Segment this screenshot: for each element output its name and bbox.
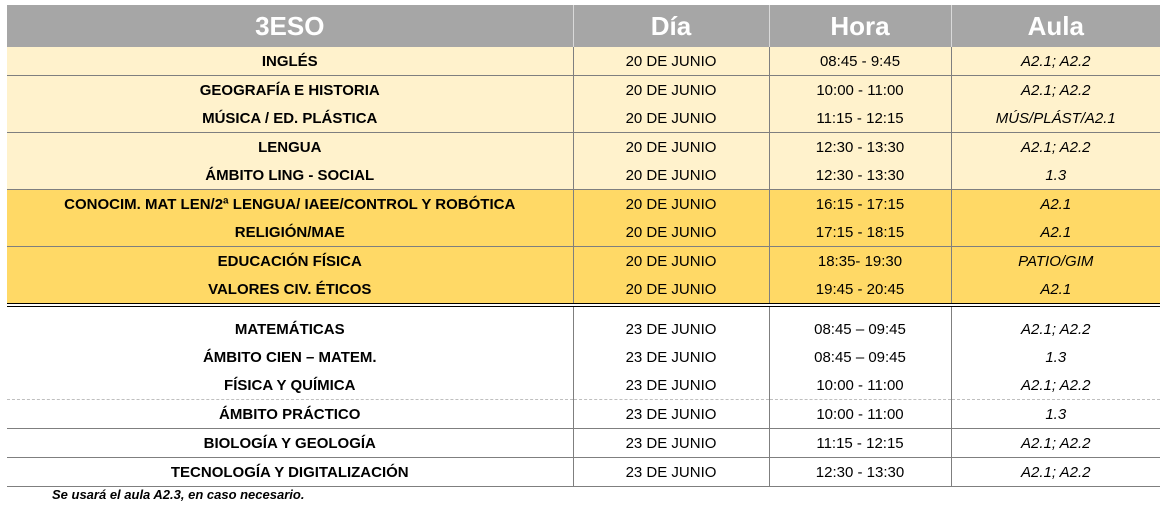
room-cell: A2.1; A2.2: [951, 429, 1160, 458]
subject-cell: MÚSICA / ED. PLÁSTICA: [7, 104, 573, 133]
day-cell: 20 DE JUNIO: [573, 133, 769, 162]
subject-cell: RELIGIÓN/MAE: [7, 218, 573, 247]
header-row: [7, 5, 1160, 47]
subject-cell: TECNOLOGÍA Y DIGITALIZACIÓN: [7, 458, 573, 487]
time-cell: 19:45 - 20:45: [769, 275, 951, 305]
header-room: Aula: [951, 5, 1160, 47]
table-row: [7, 76, 1160, 105]
room-cell: A2.1; A2.2: [951, 458, 1160, 487]
subject-cell: ÁMBITO LING - SOCIAL: [7, 161, 573, 190]
separator-cell: [7, 305, 573, 315]
time-cell: 08:45 – 09:45: [769, 315, 951, 343]
time-cell: 08:45 – 09:45: [769, 343, 951, 371]
day-cell: 20 DE JUNIO: [573, 161, 769, 190]
day-cell: 20 DE JUNIO: [573, 247, 769, 276]
room-cell: A2.1; A2.2: [951, 315, 1160, 343]
day-cell: 23 DE JUNIO: [573, 458, 769, 487]
table-row: [7, 371, 1160, 400]
day-cell: 20 DE JUNIO: [573, 275, 769, 305]
time-cell: 16:15 - 17:15: [769, 190, 951, 219]
room-cell: A2.1; A2.2: [951, 76, 1160, 105]
table-row: [7, 343, 1160, 371]
time-cell: 08:45 - 9:45: [769, 47, 951, 76]
table-row: [7, 104, 1160, 133]
table-row: [7, 218, 1160, 247]
subject-cell: FÍSICA Y QUÍMICA: [7, 371, 573, 400]
time-cell: 12:30 - 13:30: [769, 458, 951, 487]
day-separator-row: [7, 305, 1160, 315]
subject-cell: ÁMBITO PRÁCTICO: [7, 400, 573, 429]
time-cell: 11:15 - 12:15: [769, 104, 951, 133]
footnote: Se usará el aula A2.3, en caso necesario.: [52, 487, 305, 502]
time-cell: 12:30 - 13:30: [769, 161, 951, 190]
time-cell: 18:35- 19:30: [769, 247, 951, 276]
subject-cell: MATEMÁTICAS: [7, 315, 573, 343]
day-cell: 20 DE JUNIO: [573, 190, 769, 219]
room-cell: A2.1; A2.2: [951, 47, 1160, 76]
table-row: [7, 275, 1160, 305]
room-cell: 1.3: [951, 343, 1160, 371]
time-cell: 10:00 - 11:00: [769, 371, 951, 400]
subject-cell: BIOLOGÍA Y GEOLOGÍA: [7, 429, 573, 458]
room-cell: 1.3: [951, 161, 1160, 190]
header-time: Hora: [769, 5, 951, 47]
room-cell: MÚS/PLÁST/A2.1: [951, 104, 1160, 133]
table-row: [7, 190, 1160, 219]
subject-cell: EDUCACIÓN FÍSICA: [7, 247, 573, 276]
subject-cell: VALORES CIV. ÉTICOS: [7, 275, 573, 305]
exam-schedule-table: [7, 5, 1160, 487]
separator-cell: [573, 305, 769, 315]
day-cell: 23 DE JUNIO: [573, 343, 769, 371]
header-day: Día: [573, 5, 769, 47]
time-cell: 11:15 - 12:15: [769, 429, 951, 458]
day-cell: 23 DE JUNIO: [573, 429, 769, 458]
room-cell: PATIO/GIM: [951, 247, 1160, 276]
day-cell: 20 DE JUNIO: [573, 47, 769, 76]
table-row: [7, 247, 1160, 276]
separator-cell: [769, 305, 951, 315]
room-cell: A2.1; A2.2: [951, 133, 1160, 162]
header-course: 3ESO: [7, 5, 573, 47]
room-cell: A2.1: [951, 275, 1160, 305]
subject-cell: LENGUA: [7, 133, 573, 162]
table-row: [7, 47, 1160, 76]
time-cell: 12:30 - 13:30: [769, 133, 951, 162]
room-cell: 1.3: [951, 400, 1160, 429]
day-cell: 23 DE JUNIO: [573, 400, 769, 429]
exam-schedule-sheet: [7, 5, 1160, 487]
table-row: [7, 458, 1160, 487]
subject-cell: INGLÉS: [7, 47, 573, 76]
day-cell: 20 DE JUNIO: [573, 76, 769, 105]
day-cell: 20 DE JUNIO: [573, 104, 769, 133]
separator-cell: [951, 305, 1160, 315]
table-row: [7, 133, 1160, 162]
room-cell: A2.1: [951, 190, 1160, 219]
day-cell: 23 DE JUNIO: [573, 371, 769, 400]
day-cell: 23 DE JUNIO: [573, 315, 769, 343]
table-row: [7, 161, 1160, 190]
time-cell: 10:00 - 11:00: [769, 76, 951, 105]
room-cell: A2.1: [951, 218, 1160, 247]
time-cell: 17:15 - 18:15: [769, 218, 951, 247]
day-cell: 20 DE JUNIO: [573, 218, 769, 247]
subject-cell: GEOGRAFÍA E HISTORIA: [7, 76, 573, 105]
table-row: [7, 429, 1160, 458]
table-row: [7, 315, 1160, 343]
time-cell: 10:00 - 11:00: [769, 400, 951, 429]
table-row: [7, 400, 1160, 429]
room-cell: A2.1; A2.2: [951, 371, 1160, 400]
subject-cell: ÁMBITO CIEN – MATEM.: [7, 343, 573, 371]
subject-cell: CONOCIM. MAT LEN/2ª LENGUA/ IAEE/CONTROL Y ROBÓTICA: [7, 190, 573, 219]
